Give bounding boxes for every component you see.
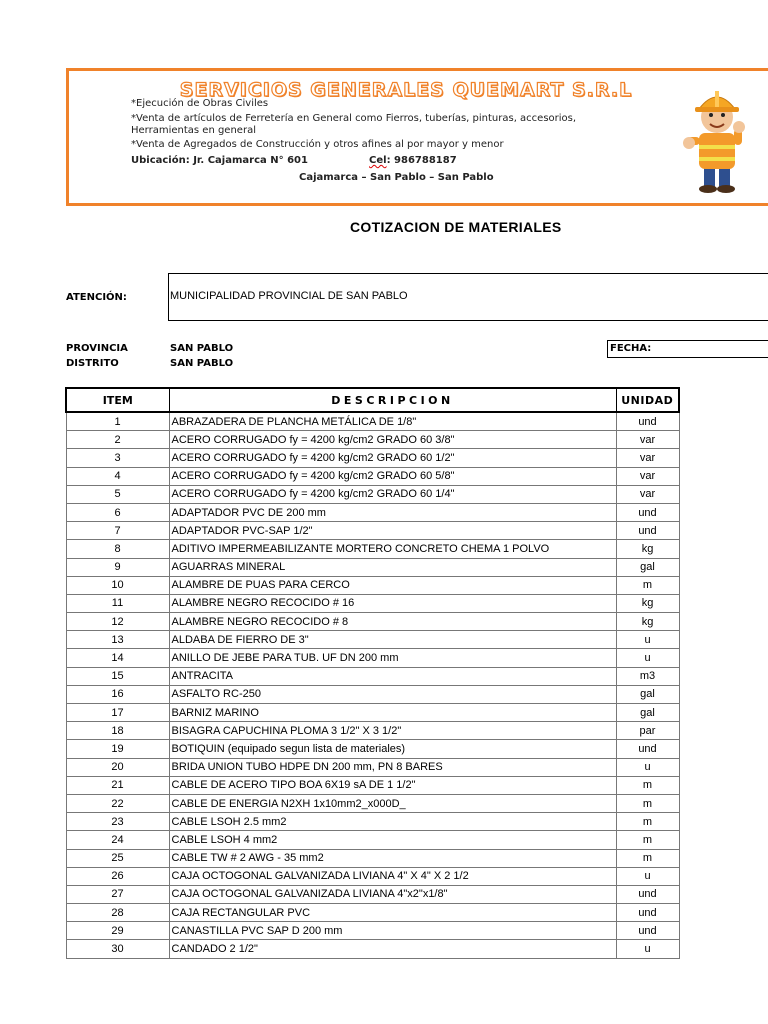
column-header-item: ITEM bbox=[66, 388, 169, 412]
item-cell: 24 bbox=[66, 831, 169, 849]
item-cell: 13 bbox=[66, 631, 169, 649]
description-cell: ALDABA DE FIERRO DE 3" bbox=[169, 631, 616, 649]
description-cell: ANILLO DE JEBE PARA TUB. UF DN 200 mm bbox=[169, 649, 616, 667]
item-cell: 2 bbox=[66, 431, 169, 449]
table-row bbox=[66, 649, 679, 667]
unit-cell: kg bbox=[616, 594, 679, 612]
unit-cell: gal bbox=[616, 685, 679, 703]
item-cell: 15 bbox=[66, 667, 169, 685]
unit-cell: u bbox=[616, 758, 679, 776]
cel-label: Cel bbox=[369, 155, 387, 166]
unit-cell: und bbox=[616, 522, 679, 540]
header-line-3: Herramientas en general bbox=[131, 125, 256, 136]
atencion-label: ATENCIÓN: bbox=[66, 292, 127, 303]
description-cell: BARNIZ MARINO bbox=[169, 704, 616, 722]
table-row bbox=[66, 813, 679, 831]
unit-cell: par bbox=[616, 722, 679, 740]
item-cell: 7 bbox=[66, 522, 169, 540]
unit-cell: gal bbox=[616, 704, 679, 722]
description-cell: ACERO CORRUGADO fy = 4200 kg/cm2 GRADO 60 1/4" bbox=[169, 485, 616, 503]
item-cell: 17 bbox=[66, 704, 169, 722]
description-cell: CAJA OCTOGONAL GALVANIZADA LIVIANA 4"x2"x1/8" bbox=[169, 885, 616, 903]
description-cell: CABLE LSOH 2.5 mm2 bbox=[169, 813, 616, 831]
description-cell: ABRAZADERA DE PLANCHA METÁLICA DE 1/8" bbox=[169, 412, 616, 431]
column-header-descripcion: DESCRIPCION bbox=[169, 388, 616, 412]
construction-worker-icon bbox=[682, 83, 752, 193]
column-header-unidad: UNIDAD bbox=[616, 388, 679, 412]
table-row bbox=[66, 867, 679, 885]
materials-table bbox=[65, 387, 680, 959]
description-cell: CABLE LSOH 4 mm2 bbox=[169, 831, 616, 849]
item-cell: 1 bbox=[66, 412, 169, 431]
table-row bbox=[66, 794, 679, 812]
description-cell: ANTRACITA bbox=[169, 667, 616, 685]
description-cell: ALAMBRE DE PUAS PARA CERCO bbox=[169, 576, 616, 594]
unit-cell: und bbox=[616, 412, 679, 431]
unit-cell: var bbox=[616, 449, 679, 467]
cel-value: : 986788187 bbox=[386, 155, 457, 166]
table-row bbox=[66, 431, 679, 449]
table-row bbox=[66, 776, 679, 794]
item-cell: 4 bbox=[66, 467, 169, 485]
provincia-label: PROVINCIA bbox=[66, 343, 128, 354]
table-row bbox=[66, 485, 679, 503]
item-cell: 11 bbox=[66, 594, 169, 612]
description-cell: ASFALTO RC-250 bbox=[169, 685, 616, 703]
description-cell: CAJA OCTOGONAL GALVANIZADA LIVIANA 4" X 4" X 2 1/2 bbox=[169, 867, 616, 885]
unit-cell: m bbox=[616, 776, 679, 794]
unit-cell: kg bbox=[616, 613, 679, 631]
item-cell: 29 bbox=[66, 922, 169, 940]
unit-cell: m bbox=[616, 813, 679, 831]
unit-cell: u bbox=[616, 940, 679, 958]
header-line-4: *Venta de Agregados de Construcción y otros afines al por mayor y menor bbox=[131, 139, 504, 150]
table-row bbox=[66, 722, 679, 740]
table-row bbox=[66, 940, 679, 958]
item-cell: 3 bbox=[66, 449, 169, 467]
item-cell: 30 bbox=[66, 940, 169, 958]
unit-cell: und bbox=[616, 740, 679, 758]
item-cell: 14 bbox=[66, 649, 169, 667]
table-row bbox=[66, 685, 679, 703]
item-cell: 16 bbox=[66, 685, 169, 703]
description-cell: ADAPTADOR PVC DE 200 mm bbox=[169, 503, 616, 521]
unit-cell: m bbox=[616, 849, 679, 867]
description-cell: ACERO CORRUGADO fy = 4200 kg/cm2 GRADO 60 5/8" bbox=[169, 467, 616, 485]
description-cell: CANASTILLA PVC SAP D 200 mm bbox=[169, 922, 616, 940]
item-cell: 19 bbox=[66, 740, 169, 758]
provincia-value: SAN PABLO bbox=[170, 343, 234, 354]
distrito-value: SAN PABLO bbox=[170, 358, 234, 369]
unit-cell: u bbox=[616, 649, 679, 667]
description-cell: BISAGRA CAPUCHINA PLOMA 3 1/2" X 3 1/2" bbox=[169, 722, 616, 740]
item-cell: 18 bbox=[66, 722, 169, 740]
table-row bbox=[66, 740, 679, 758]
company-name: SERVICIOS GENERALES QUEMART S.R.L bbox=[179, 79, 633, 101]
description-cell: ALAMBRE NEGRO RECOCIDO # 16 bbox=[169, 594, 616, 612]
unit-cell: var bbox=[616, 485, 679, 503]
unit-cell: und bbox=[616, 922, 679, 940]
item-cell: 25 bbox=[66, 849, 169, 867]
unit-cell: var bbox=[616, 467, 679, 485]
phone bbox=[369, 155, 457, 166]
description-cell: BOTIQUIN (equipado segun lista de materiales) bbox=[169, 740, 616, 758]
table-row bbox=[66, 594, 679, 612]
description-cell: ADAPTADOR PVC-SAP 1/2" bbox=[169, 522, 616, 540]
item-cell: 10 bbox=[66, 576, 169, 594]
table-header-row bbox=[66, 388, 679, 412]
unit-cell: var bbox=[616, 431, 679, 449]
item-cell: 22 bbox=[66, 794, 169, 812]
header-line-1: *Ejecución de Obras Civiles bbox=[131, 98, 269, 109]
item-cell: 27 bbox=[66, 885, 169, 903]
table-row bbox=[66, 885, 679, 903]
table-row bbox=[66, 613, 679, 631]
header-location: Cajamarca – San Pablo – San Pablo bbox=[299, 172, 494, 183]
unit-cell: m bbox=[616, 831, 679, 849]
table-row bbox=[66, 449, 679, 467]
table-row bbox=[66, 576, 679, 594]
unit-cell: und bbox=[616, 885, 679, 903]
description-cell: CABLE TW # 2 AWG - 35 mm2 bbox=[169, 849, 616, 867]
header-line-2: *Venta de artículos de Ferretería en General como Fierros, tuberías, pinturas, accesorios, bbox=[131, 113, 577, 124]
address: Ubicación: Jr. Cajamarca N° 601 bbox=[131, 155, 308, 166]
item-cell: 23 bbox=[66, 813, 169, 831]
unit-cell: m bbox=[616, 576, 679, 594]
unit-cell: und bbox=[616, 503, 679, 521]
fecha-field bbox=[607, 340, 768, 358]
item-cell: 20 bbox=[66, 758, 169, 776]
table-row bbox=[66, 467, 679, 485]
table-body bbox=[66, 412, 679, 958]
unit-cell: u bbox=[616, 867, 679, 885]
description-cell: BRIDA UNION TUBO HDPE DN 200 mm, PN 8 BARES bbox=[169, 758, 616, 776]
unit-cell: gal bbox=[616, 558, 679, 576]
atencion-value: MUNICIPALIDAD PROVINCIAL DE SAN PABLO bbox=[170, 290, 408, 302]
description-cell: ADITIVO IMPERMEABILIZANTE MORTERO CONCRETO CHEMA 1 POLVO bbox=[169, 540, 616, 558]
company-header bbox=[66, 68, 768, 206]
table-row bbox=[66, 704, 679, 722]
item-cell: 9 bbox=[66, 558, 169, 576]
table-row bbox=[66, 522, 679, 540]
item-cell: 5 bbox=[66, 485, 169, 503]
unit-cell: u bbox=[616, 631, 679, 649]
description-cell: AGUARRAS MINERAL bbox=[169, 558, 616, 576]
table-row bbox=[66, 904, 679, 922]
item-cell: 21 bbox=[66, 776, 169, 794]
table-row bbox=[66, 831, 679, 849]
table-row bbox=[66, 667, 679, 685]
description-cell: CANDADO 2 1/2" bbox=[169, 940, 616, 958]
description-cell: ALAMBRE NEGRO RECOCIDO # 8 bbox=[169, 613, 616, 631]
table-row bbox=[66, 540, 679, 558]
description-cell: CAJA RECTANGULAR PVC bbox=[169, 904, 616, 922]
unit-cell: und bbox=[616, 904, 679, 922]
page-title: COTIZACION DE MATERIALES bbox=[350, 219, 562, 235]
item-cell: 8 bbox=[66, 540, 169, 558]
table-row bbox=[66, 558, 679, 576]
description-cell: CABLE DE ACERO TIPO BOA 6X19 sA DE 1 1/2" bbox=[169, 776, 616, 794]
fecha-label: FECHA: bbox=[610, 343, 652, 354]
item-cell: 26 bbox=[66, 867, 169, 885]
table-row bbox=[66, 849, 679, 867]
distrito-label: DISTRITO bbox=[66, 358, 119, 369]
table-row bbox=[66, 758, 679, 776]
unit-cell: m3 bbox=[616, 667, 679, 685]
table-row bbox=[66, 631, 679, 649]
table-row bbox=[66, 922, 679, 940]
unit-cell: m bbox=[616, 794, 679, 812]
unit-cell: kg bbox=[616, 540, 679, 558]
item-cell: 28 bbox=[66, 904, 169, 922]
table-row bbox=[66, 503, 679, 521]
description-cell: ACERO CORRUGADO fy = 4200 kg/cm2 GRADO 60 3/8" bbox=[169, 431, 616, 449]
table-row bbox=[66, 412, 679, 431]
description-cell: ACERO CORRUGADO fy = 4200 kg/cm2 GRADO 60 1/2" bbox=[169, 449, 616, 467]
description-cell: CABLE DE ENERGIA N2XH 1x10mm2_x000D_ bbox=[169, 794, 616, 812]
item-cell: 12 bbox=[66, 613, 169, 631]
item-cell: 6 bbox=[66, 503, 169, 521]
